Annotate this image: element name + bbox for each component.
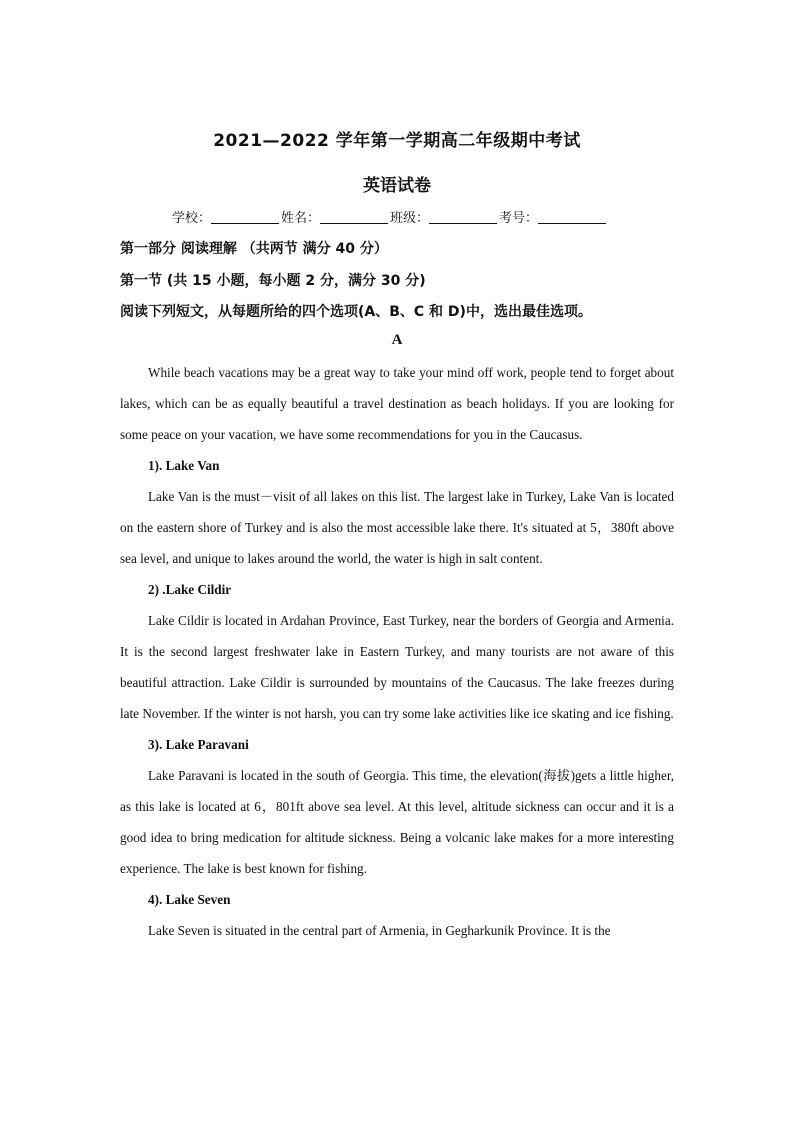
passage-body	[120, 357, 674, 946]
exam-number-blank[interactable]	[538, 208, 606, 224]
exam-subtitle: 英语试卷	[363, 176, 431, 196]
lake-paragraph: Lake Cildir is located in Ardahan Province, East Turkey, near the borders of Georgia and Armenia. It is the second largest freshwater lake in Eastern Turkey, and many tourists are not aware of this beautiful attraction. Lake Cildir is surrounded by mountains of the Caucasus. The lake freezes during late November. If the winter is not harsh, you can try some lake activities like ice skating and ice fishing.	[120, 613, 674, 721]
school-label: 学校：	[172, 211, 212, 226]
section-heading: 第一节 (共 15 小题，每小题 2 分，满分 30 分)	[120, 273, 426, 289]
name-label: 姓名：	[281, 211, 321, 226]
school-blank[interactable]	[211, 208, 279, 224]
lake-heading: 1). Lake Van	[148, 458, 220, 473]
name-blank[interactable]	[320, 208, 388, 224]
student-info-row	[172, 206, 608, 226]
exam-title: 2021—2022 学年第一学期高二年级期中考试	[213, 131, 581, 151]
class-label: 班级：	[390, 211, 430, 226]
lake-heading: 4). Lake Seven	[148, 892, 231, 907]
lake-paragraph: Lake Van is the must－visit of all lakes on this list. The largest lake in Turkey, Lake Van is located on the eastern shore of Turkey and is also the most accessible lake there. It's situated at 5，380ft above sea level, and unique to lakes around the world, the water is high in salt content.	[120, 489, 674, 566]
exam-number-label: 考号：	[499, 211, 539, 226]
class-blank[interactable]	[429, 208, 497, 224]
instruction-text: 阅读下列短文，从每题所给的四个选项(A、B、C 和 D)中，选出最佳选项。	[120, 304, 592, 320]
passage-intro: While beach vacations may be a great way to take your mind off work, people tend to forget about lakes, which can be as equally beautiful a travel destination as beach holidays. If you are looking for some peace on your vacation, we have some recommendations for you in the Caucasus.	[120, 365, 674, 442]
lake-paragraph: Lake Paravani is located in the south of Georgia. This time, the elevation(海拔)gets a little higher, as this lake is located at 6，801ft above sea level. At this level, altitude sickness can occur and it is a good idea to bring medication for altitude sickness. Being a volcanic lake makes for a more interesting experience. The lake is best known for fishing.	[120, 768, 674, 876]
lake-heading: 2) .Lake Cildir	[148, 582, 232, 597]
lake-paragraph: Lake Seven is situated in the central part of Armenia, in Gegharkunik Province. It is the	[148, 923, 611, 938]
part-heading: 第一部分 阅读理解 （共两节 满分 40 分）	[120, 241, 388, 257]
lake-heading: 3). Lake Paravani	[148, 737, 249, 752]
passage-letter: A	[391, 332, 403, 348]
